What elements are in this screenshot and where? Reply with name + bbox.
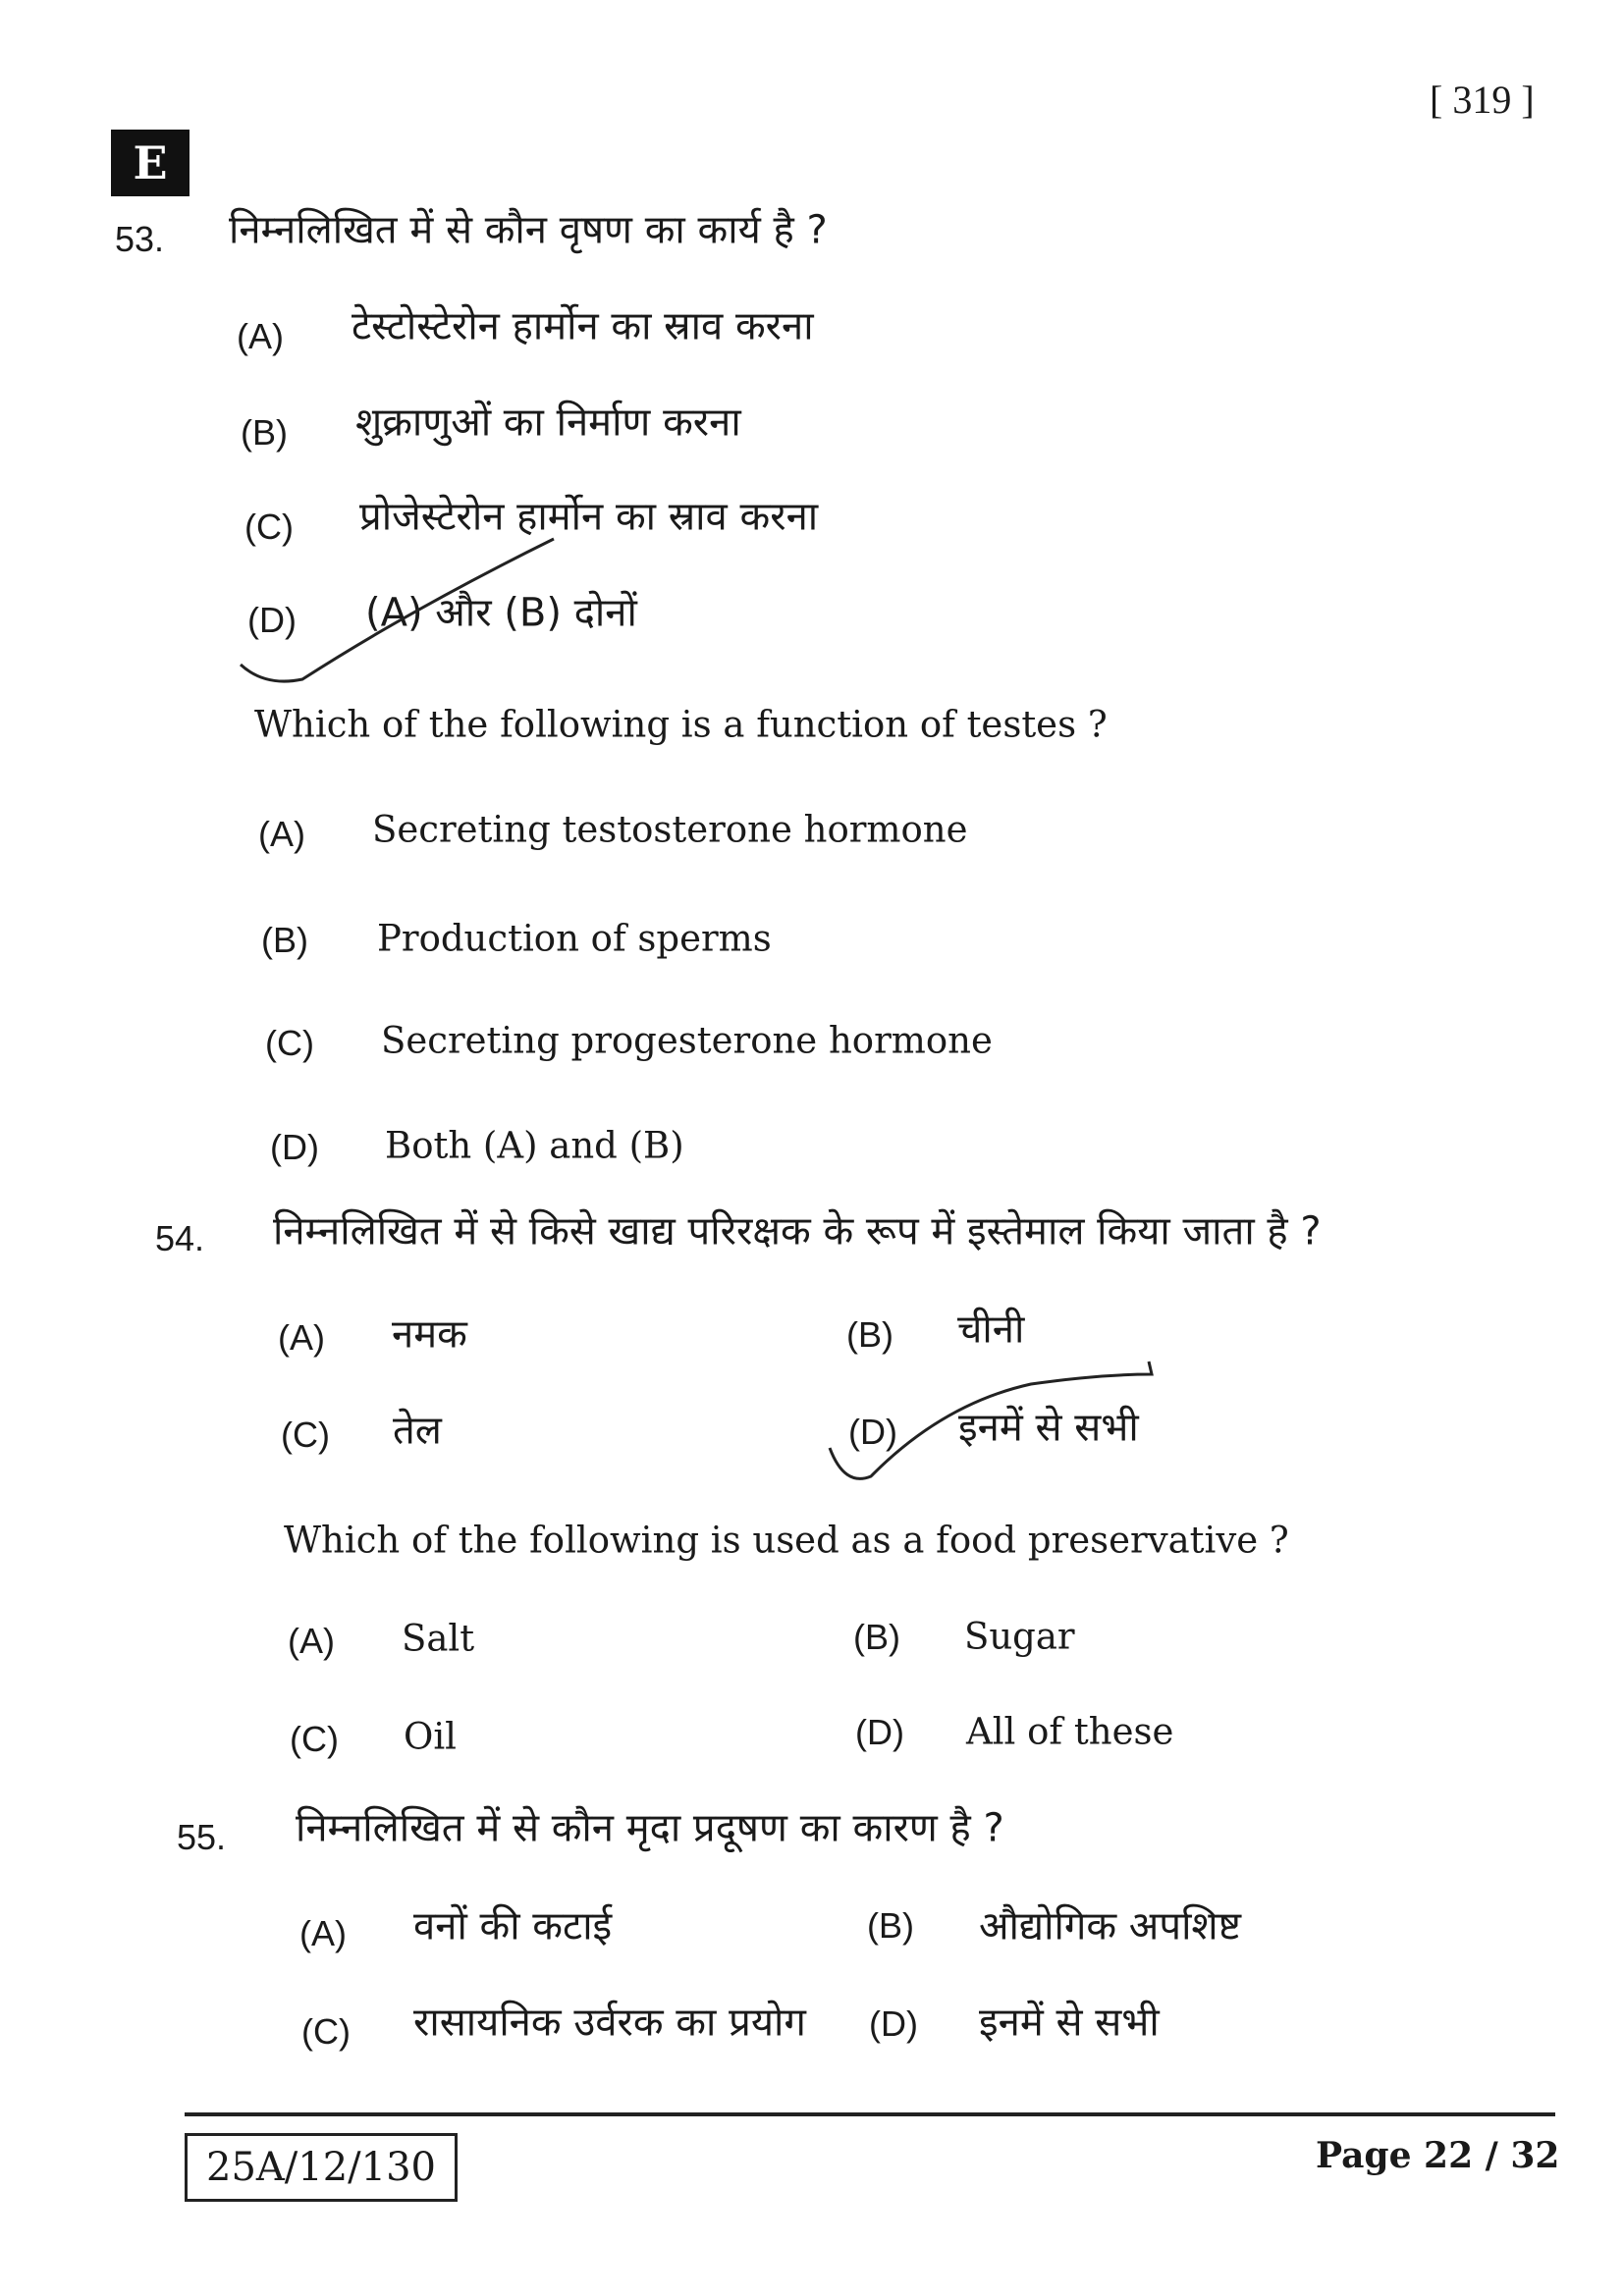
option-label: (B) [261,920,308,960]
option-text: प्रोजेस्टेरोन हार्मोन का स्राव करना [359,494,819,540]
paper-code: 25A/12/130 [185,2133,458,2202]
question-text-english: Which of the following is used as a food preservative ? [284,1519,1289,1562]
option-label: (C) [265,1023,314,1063]
option-label: (B) [867,1905,914,1946]
option-text: नमक [392,1311,467,1358]
option-label: (C) [244,507,294,547]
option-text: Production of sperms [377,917,772,960]
option-text: Salt [402,1617,475,1660]
option-label: (A) [237,316,284,356]
question-number: 53. [115,219,165,259]
option-text: शुक्राणुओं का निर्माण करना [355,400,741,446]
option-label: (C) [301,2011,351,2052]
page-indicator: Page 22 / 32 [1316,2135,1560,2176]
question-text-hindi: निम्नलिखित में से कौन वृषण का कार्य है ? [229,207,828,253]
option-text: चीनी [957,1307,1025,1353]
option-label: (C) [290,1719,339,1759]
option-label: (A) [258,814,305,854]
sheet-number: [ 319 ] [1430,78,1535,122]
option-text: Secreting testosterone hormone [372,808,968,851]
question-text-english: Which of the following is a function of testes ? [254,703,1108,746]
option-label: (B) [853,1617,900,1657]
option-label: (D) [247,600,297,640]
option-label: (A) [288,1621,335,1661]
question-number: 55. [177,1817,227,1857]
question-text-hindi: निम्नलिखित में से किसे खाद्य परिरक्षक के रूप में इस्तेमाल किया जाता है ? [273,1208,1322,1255]
option-text: Sugar [964,1615,1075,1658]
option-text: वनों की कटाई [413,1903,613,1949]
question-text-hindi: निम्नलिखित में से कौन मृदा प्रदूषण का कारण है ? [296,1805,1004,1851]
option-label: (D) [869,2003,918,2044]
set-label-box: E [111,130,189,196]
option-label: (A) [278,1317,325,1358]
option-label: (B) [846,1314,893,1355]
option-text: इनमें से सभी [958,1405,1139,1451]
option-text: औद्योगिक अपशिष्ट [979,1903,1241,1949]
option-text: Both (A) and (B) [385,1124,684,1167]
option-label: (D) [270,1127,319,1167]
tick-mark-q54 [830,1362,1152,1478]
option-text: Secreting progesterone hormone [381,1019,993,1062]
option-text: तेल [393,1408,442,1454]
option-text: All of these [966,1710,1174,1753]
footer-divider [185,2112,1555,2116]
option-text: Oil [404,1715,458,1758]
option-label: (B) [241,412,288,453]
question-number: 54. [155,1218,205,1258]
option-text: टेस्टोस्टेरोन हार्मोन का स्राव करना [352,303,814,349]
tick-mark-q53 [241,539,554,681]
option-text: इनमें से सभी [979,2000,1160,2046]
option-label: (C) [281,1415,330,1455]
option-label: (D) [855,1712,904,1752]
option-text: रासायनिक उर्वरक का प्रयोग [413,2000,806,2046]
option-label: (A) [299,1913,347,1953]
option-text: (A) और (B) दोनों [365,590,637,636]
option-label: (D) [848,1412,897,1452]
